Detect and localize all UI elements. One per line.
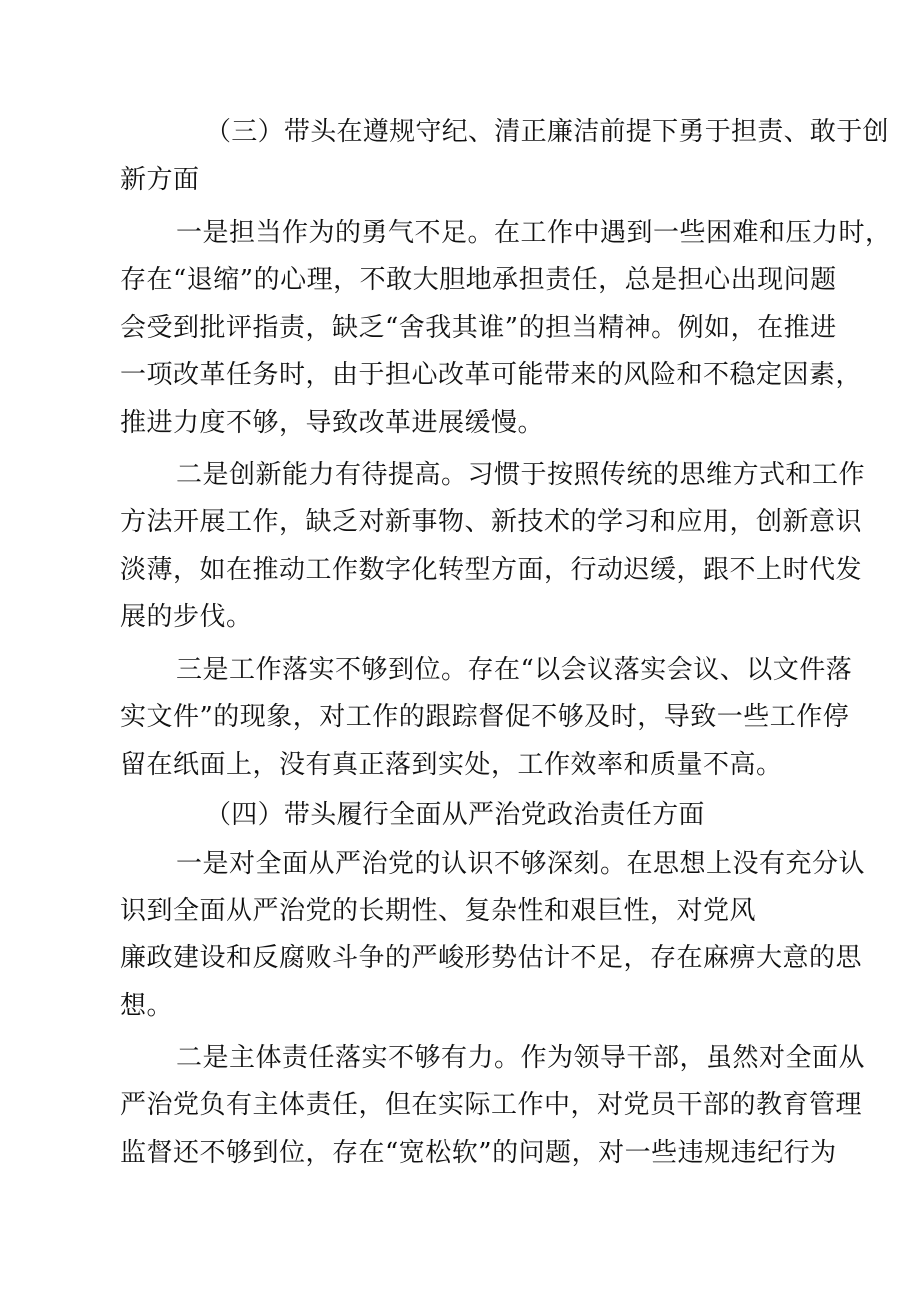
- section-4-heading: （四）带头履行全面从严治党政治责任方面: [205, 800, 705, 830]
- paragraph-line: 推进力度不够，导致改革进展缓慢。: [120, 408, 545, 438]
- paragraph-line: 二是主体责任落实不够有力。作为领导干部，虽然对全面从: [176, 1043, 866, 1073]
- section-3-heading-line-2: 新方面: [120, 165, 200, 195]
- paragraph-line: 实文件”的现象，对工作的跟踪督促不够及时，导致一些工作停: [120, 702, 850, 732]
- paragraph-line: 廉政建设和反腐败斗争的严峻形势估计不足，存在麻痹大意的思: [120, 943, 863, 973]
- paragraph-line: 存在“退缩”的心理，不敢大胆地承担责任，总是担心出现问题: [120, 265, 837, 295]
- paragraph-line: 一是担当作为的勇气不足。在工作中遇到一些困难和压力时，: [176, 218, 892, 248]
- paragraph-line: 一项改革任务时，由于担心改革可能带来的风险和不稳定因素，: [120, 360, 863, 390]
- paragraph-line: 监督还不够到位，存在“宽松软”的问题，对一些违规违纪行为: [120, 1138, 837, 1168]
- paragraph-line: 留在纸面上，没有真正落到实处，工作效率和质量不高。: [120, 750, 783, 780]
- paragraph-line: 会受到批评指责，缺乏“舍我其谁”的担当精神。例如，在推进: [120, 313, 837, 343]
- paragraph-line: 方法开展工作，缺乏对新事物、新技术的学习和应用，创新意识: [120, 507, 863, 537]
- paragraph-line: 三是工作落实不够到位。存在“以会议落实会议、以文件落: [176, 655, 853, 685]
- paragraph-line: 识到全面从严治党的长期性、复杂性和艰巨性，对党风: [120, 896, 757, 926]
- paragraph-line: 想。: [120, 991, 174, 1021]
- paragraph-line: 展的步伐。: [120, 602, 253, 632]
- section-3-heading-line-1: （三）带头在遵规守纪、清正廉洁前提下勇于担责、敢于创: [205, 117, 889, 147]
- paragraph-line: 一是对全面从严治党的认识不够深刻。在思想上没有充分认: [176, 849, 866, 879]
- paragraph-line: 严治党负有主体责任，但在实际工作中，对党员干部的教育管理: [120, 1090, 863, 1120]
- paragraph-line: 淡薄，如在推动工作数字化转型方面，行动迟缓，跟不上时代发: [120, 555, 863, 585]
- paragraph-line: 二是创新能力有待提高。习惯于按照传统的思维方式和工作: [176, 460, 866, 490]
